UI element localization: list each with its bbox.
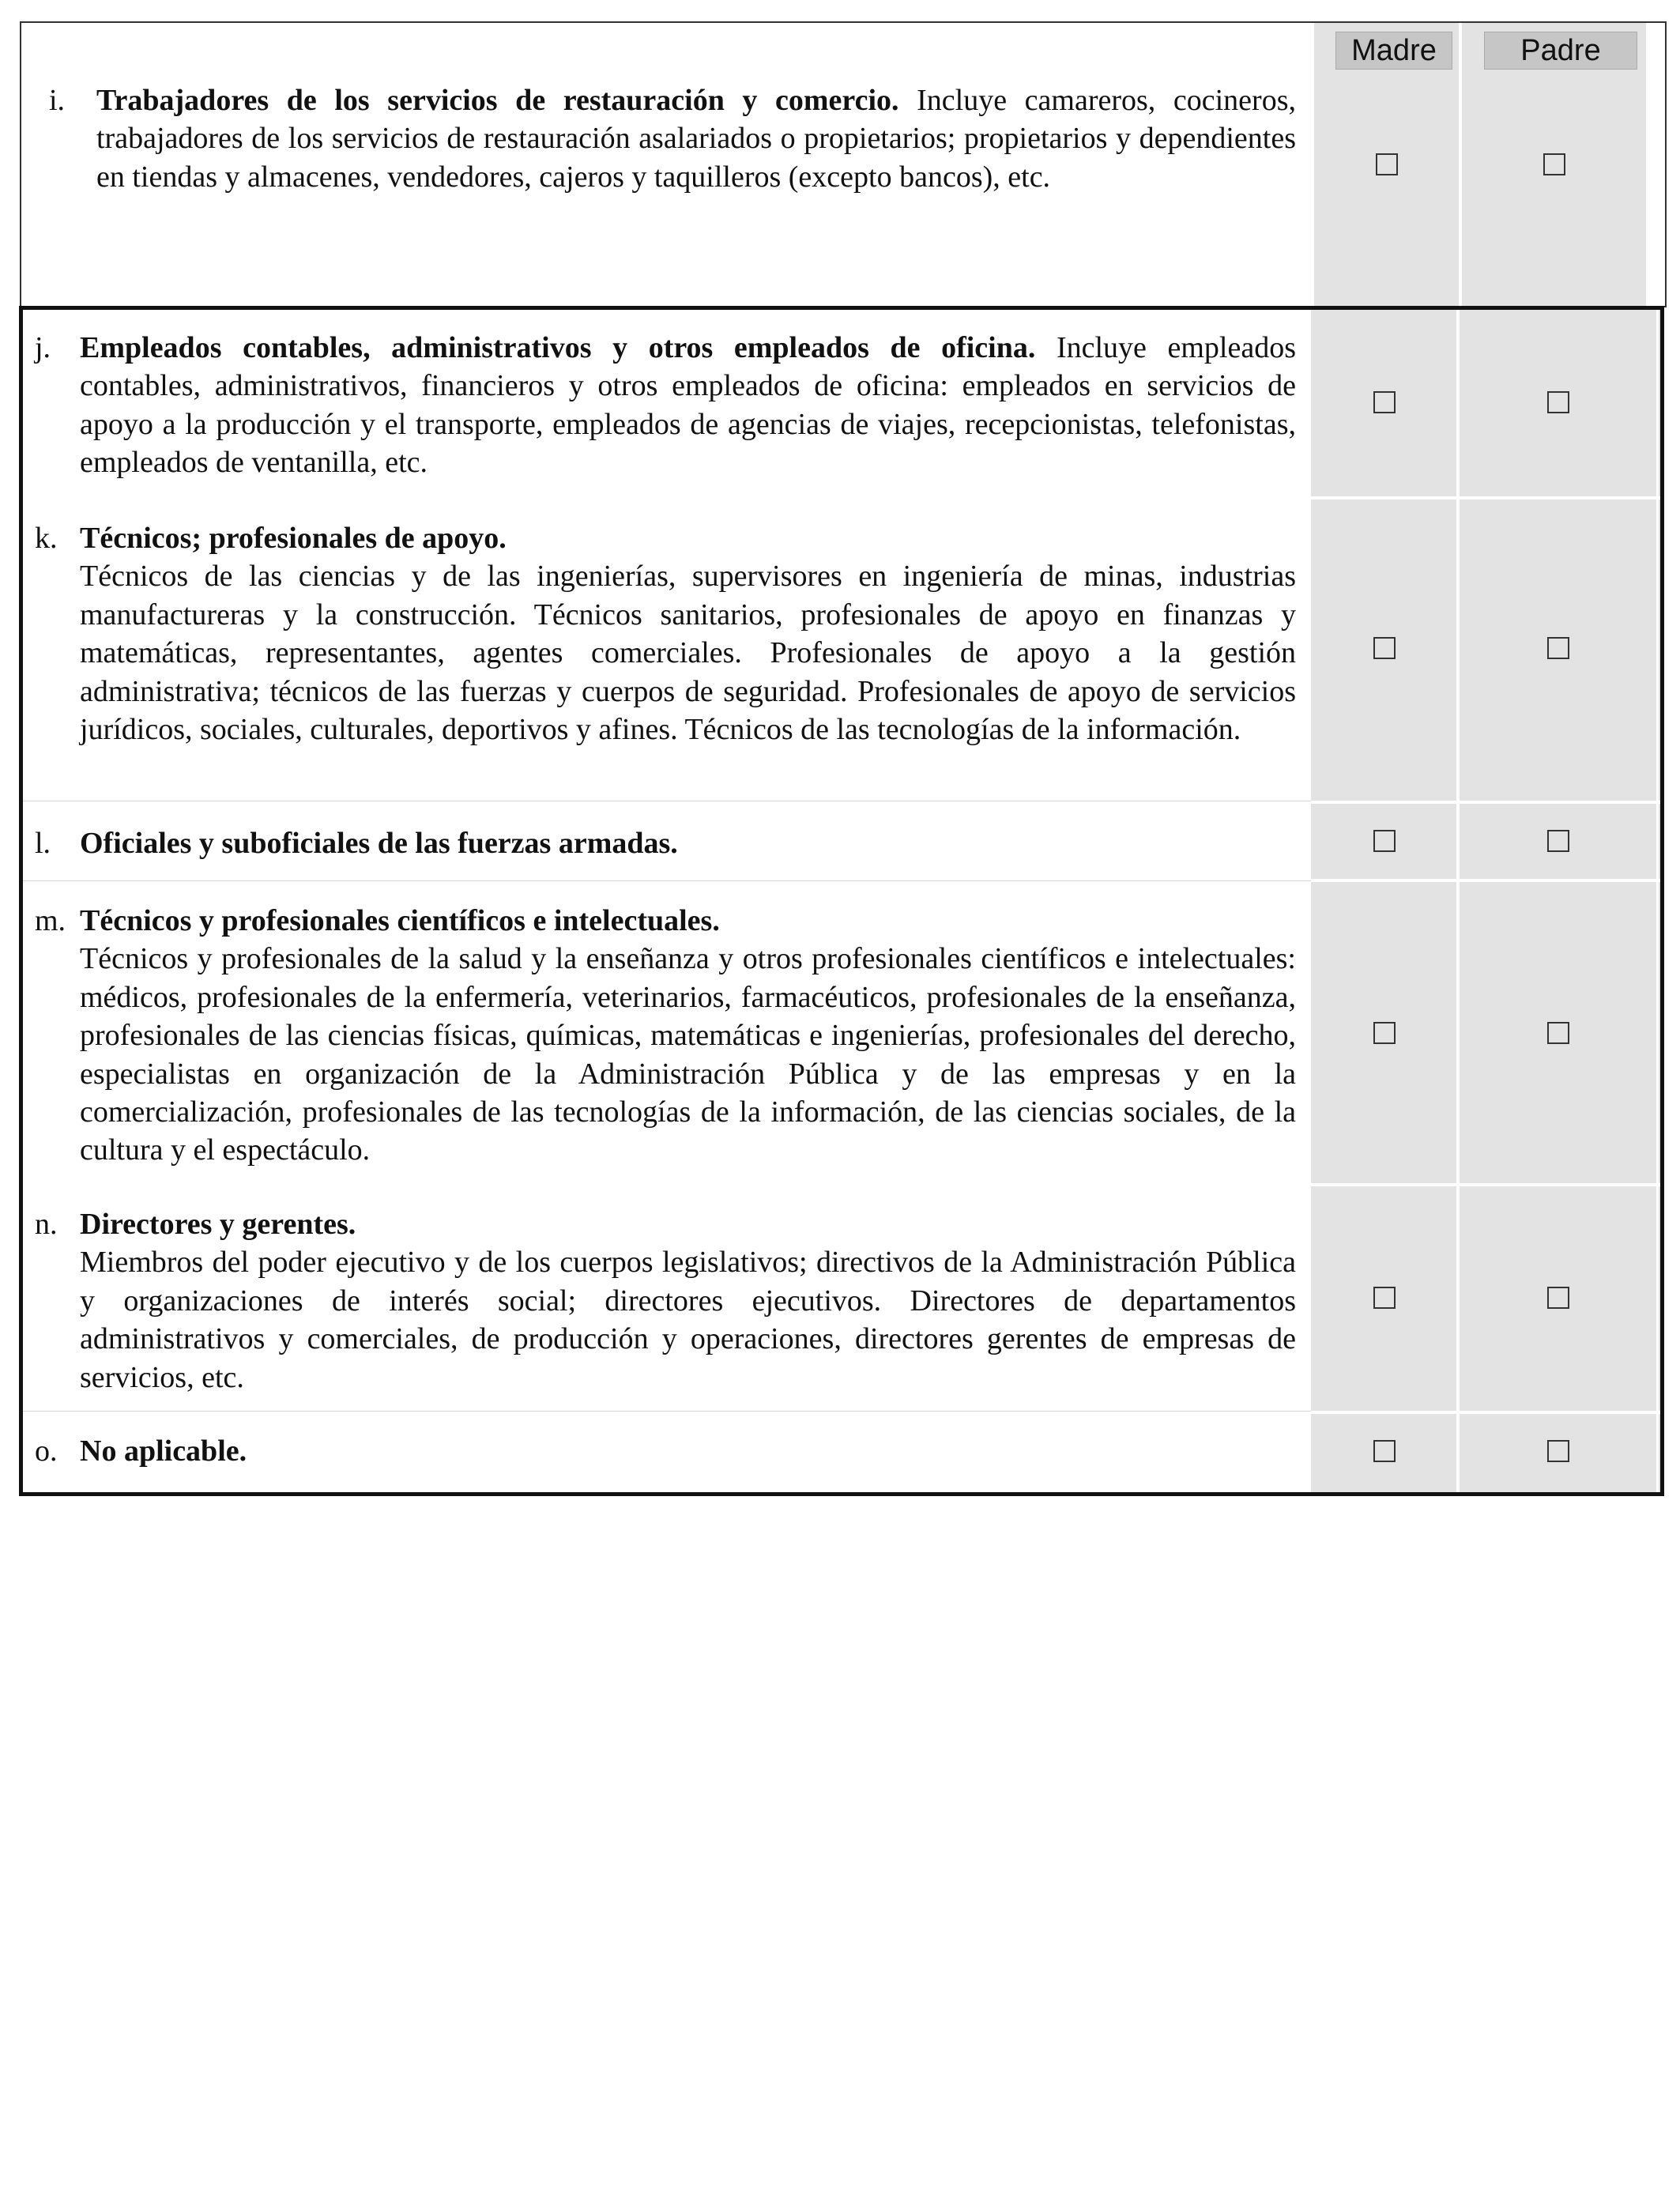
column-divider [1459,23,1462,307]
row-letter: j. [35,331,51,364]
row-text-o [80,1432,1296,1470]
column-divider [1456,310,1460,1492]
row-title: Directores y gerentes. [80,1208,356,1241]
checkbox-madre-n[interactable] [1373,1287,1396,1309]
row-title: Trabajadores de los servicios de restauración y comercio. [96,84,899,117]
answer-column-background [1311,310,1660,1492]
column-header-padre: Padre [1484,32,1637,70]
row-divider [1311,801,1660,804]
row-description: Técnicos de las ciencias y de las ingenierías, supervisores en ingeniería de minas, industrias manufactureras y la construcción. Técnicos sanitarios, profesionales de apoyo en finanzas y matemáticas, representantes, agentes comerciales. Profesionales de apoyo a la gestión administrativa; técnicos de las fuerzas y cuerpos de seguridad. Profesionales de apoyo de servicios jurídicos, sociales, culturales, deportivos y afines. Técnicos de las tecnologías de la información. [80,560,1296,747]
row-text-l [80,824,1296,862]
checkbox-madre-j[interactable] [1373,391,1396,413]
row-text-n [80,1205,1296,1397]
row-text-m [80,902,1296,1170]
checkbox-padre-n[interactable] [1547,1287,1569,1309]
checkbox-madre-k[interactable] [1373,637,1396,659]
checkbox-madre-o[interactable] [1373,1440,1396,1462]
checkbox-madre-i[interactable] [1376,153,1398,175]
column-divider [1646,23,1649,307]
checkbox-padre-m[interactable] [1547,1022,1569,1044]
checkbox-padre-k[interactable] [1547,637,1569,659]
row-letter: i. [49,84,66,117]
row-text-j [80,329,1296,482]
checkbox-padre-o[interactable] [1547,1440,1569,1462]
column-divider [1656,310,1659,1492]
column-header-madre: Madre [1335,32,1452,70]
row-title: Técnicos y profesionales científicos e intelectuales. [80,904,720,937]
row-description: Técnicos y profesionales de la salud y la enseñanza y otros profesionales científicos e intelectuales: médicos, profesionales de la enfermería, veterinarios, farmacéuticos, profesionales de la enseñanza, profesionales de las ciencias físicas, químicas, matemáticas e ingenierías, profesionales del derecho, especialistas en organización de la Administración Pública y de las empresas y en la comercialización, profesionales de las tecnologías de la información, de las ciencias sociales, de la cultura y el espectáculo. [80,942,1296,1167]
row-description: Miembros del poder ejecutivo y de los cuerpos legislativos; directivos de la Administración Pública y organizaciones de interés social; directores ejecutivos. Directores de departamentos administrativos y comerciales, de producción y operaciones, directores gerentes de empresas de servicios, etc. [80,1246,1296,1394]
row-description: Incluye empleados contables, administrativos, financieros y otros empleados de oficina: empleados en servicios de apoyo a la producción y el transporte, empleados de agencias de viajes, recepcionistas, telefonistas, empleados de ventanilla, etc. [80,331,1297,480]
checkbox-padre-l[interactable] [1547,830,1569,852]
row-description: Incluye camareros, cocineros, trabajadores de los servicios de restauración asalariados o propietarios; propietarios y dependientes en tiendas y almacenes, vendedores, cajeros y taquilleros (excepto bancos), etc. [96,84,1296,194]
row-divider [23,880,1311,881]
checkbox-padre-i[interactable] [1543,153,1565,175]
row-title: Técnicos; profesionales de apoyo. [80,522,507,555]
row-text-k [80,519,1296,748]
row-divider [1311,879,1660,882]
row-text-i [96,81,1296,196]
row-letter: k. [35,522,58,555]
checkbox-padre-j[interactable] [1547,391,1569,413]
row-divider [1311,1183,1660,1186]
checkbox-madre-l[interactable] [1373,830,1396,852]
row-letter: n. [35,1208,58,1241]
row-divider [1311,496,1660,499]
checkbox-madre-m[interactable] [1373,1022,1396,1044]
row-letter: o. [35,1434,58,1468]
row-title: Empleados contables, administrativos y otros empleados de oficina. [80,331,1036,364]
row-letter: m. [35,904,66,937]
row-divider [23,1411,1311,1412]
row-title: Oficiales y suboficiales de las fuerzas armadas. [80,827,678,860]
row-letter: l. [35,827,51,860]
row-divider [1311,1411,1660,1414]
row-title: No aplicable. [80,1434,247,1468]
